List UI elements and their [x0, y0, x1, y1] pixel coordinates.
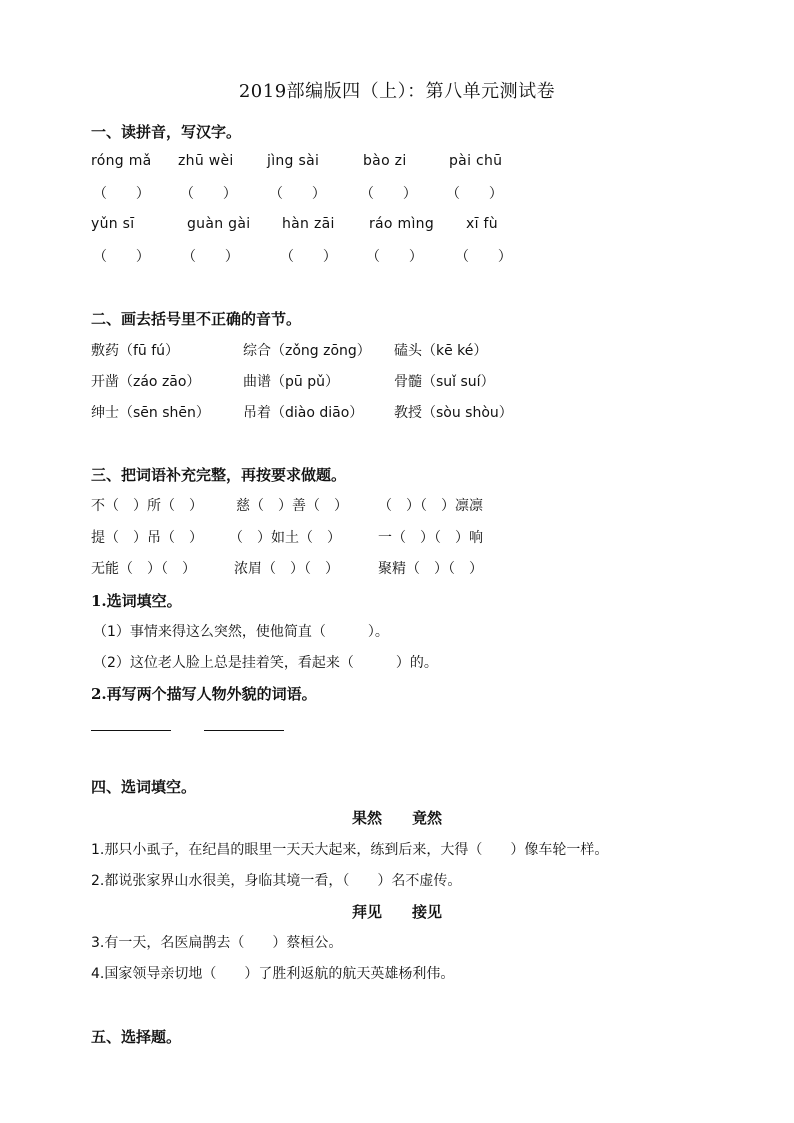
question2-heading: 2.再写两个描写人物外貌的词语。: [91, 685, 317, 703]
answer-blank[interactable]: （ ）: [182, 249, 240, 265]
idiom-item: （ ）（ ）凛凛: [378, 498, 483, 514]
word-choices: 拜见 接见: [351, 903, 442, 921]
answer-underline[interactable]: [204, 730, 284, 731]
section3-heading: 三、把词语补充完整，再按要求做题。: [91, 466, 347, 484]
syllable-item: 骨髓（suǐ suí）: [394, 374, 495, 390]
answer-blank[interactable]: （ ）: [360, 186, 418, 202]
idiom-item: （ ）如土（ ）: [229, 530, 341, 546]
answer-blank[interactable]: （ ）: [93, 186, 151, 202]
idiom-item: 无能（ ）（ ）: [91, 561, 196, 577]
answer-blank[interactable]: （ ）: [93, 249, 151, 265]
syllable-item: 绅士（sēn shēn）: [91, 405, 210, 421]
pinyin-item: yǔn sī: [91, 216, 135, 232]
idiom-item: 提（ ）吊（ ）: [91, 530, 203, 546]
question-line: （1）事情来得这么突然，使他简直（ ）。: [93, 624, 389, 640]
syllable-item: 吊着（diào diāo）: [243, 405, 364, 421]
pinyin-item: jìng sài: [267, 153, 320, 169]
idiom-item: 不（ ）所（ ）: [91, 498, 203, 514]
pinyin-item: xī fù: [466, 216, 498, 232]
question-line: 3.有一天，名医扁鹊去（ ）蔡桓公。: [91, 935, 343, 951]
question-line: （2）这位老人脸上总是挂着笑，看起来（ ）的。: [93, 655, 438, 671]
idiom-item: 慈（ ）善（ ）: [236, 498, 348, 514]
syllable-item: 开凿（záo zāo）: [91, 374, 201, 390]
idiom-item: 一（ ）（ ）响: [378, 530, 483, 546]
syllable-item: 敷药（fū fú）: [91, 343, 180, 359]
answer-underline[interactable]: [91, 730, 171, 731]
pinyin-item: guàn gài: [187, 216, 251, 232]
word-choices: 果然 竟然: [351, 809, 442, 827]
question-line: 1.那只小虱子，在纪昌的眼里一天天大起来，练到后来，大得（ ）像车轮一样。: [91, 842, 609, 858]
idiom-item: 聚精（ ）（ ）: [378, 561, 483, 577]
answer-blank[interactable]: （ ）: [180, 186, 238, 202]
section2-heading: 二、画去括号里不正确的音节。: [91, 310, 302, 328]
syllable-item: 曲谱（pū pǔ）: [243, 374, 339, 390]
pinyin-item: zhū wèi: [178, 153, 234, 169]
syllable-item: 综合（zǒng zōng）: [243, 343, 371, 359]
section1-heading: 一、读拼音，写汉字。: [91, 123, 242, 141]
answer-blank[interactable]: （ ）: [280, 249, 338, 265]
idiom-item: 浓眉（ ）（ ）: [234, 561, 339, 577]
syllable-item: 教授（sòu shòu）: [394, 405, 513, 421]
section4-heading: 四、选词填空。: [91, 778, 197, 796]
pinyin-item: hàn zāi: [282, 216, 335, 232]
pinyin-item: pài chū: [449, 153, 503, 169]
pinyin-item: róng mǎ: [91, 153, 152, 169]
section5-heading: 五、选择题。: [91, 1028, 182, 1046]
answer-blank[interactable]: （ ）: [366, 249, 424, 265]
question1-heading: 1.选词填空。: [91, 592, 182, 610]
syllable-item: 磕头（kē ké）: [394, 343, 488, 359]
answer-blank[interactable]: （ ）: [269, 186, 327, 202]
answer-blank[interactable]: （ ）: [455, 249, 513, 265]
answer-blank[interactable]: （ ）: [446, 186, 504, 202]
question-line: 2.都说张家界山水很美，身临其境一看，（ ）名不虚传。: [91, 873, 462, 889]
question-line: 4.国家领导亲切地（ ）了胜利返航的航天英雄杨利伟。: [91, 966, 455, 982]
pinyin-item: bào zi: [363, 153, 407, 169]
pinyin-item: ráo mìng: [369, 216, 435, 232]
page-title: 2019部编版四（上）：第八单元测试卷: [238, 81, 556, 102]
